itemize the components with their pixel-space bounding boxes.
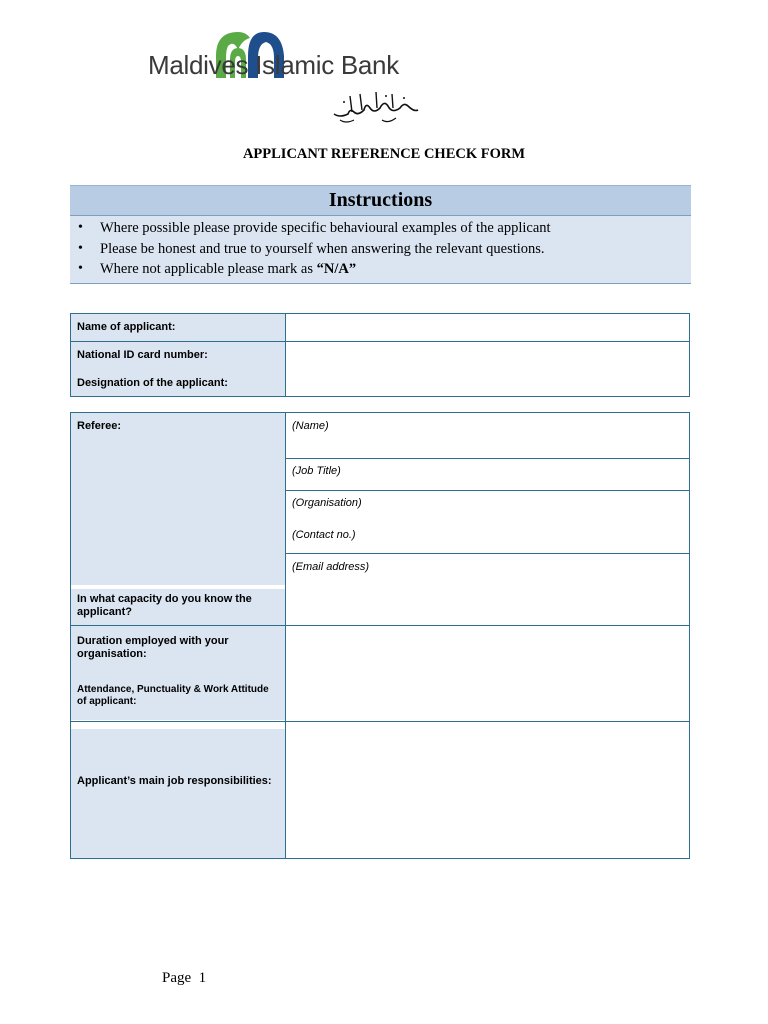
attendance-field[interactable] (286, 675, 689, 721)
capacity-label: In what capacity do you know the applicant? (71, 589, 285, 625)
applicant-name-field[interactable] (286, 314, 689, 341)
referee-name-field[interactable] (286, 413, 689, 458)
instructions-heading: Instructions (70, 185, 691, 216)
name-of-applicant-label: Name of applicant: (71, 314, 285, 341)
national-id-field[interactable] (286, 342, 689, 369)
page-number: Page 1 (162, 970, 207, 986)
referee-job-title-hint: (Job Title) (292, 465, 341, 477)
referee-label: Referee: (71, 413, 285, 585)
referee-details-table (70, 412, 690, 859)
attendance-label: Attendance, Punctuality & Work Attitude of applicant: (71, 674, 285, 720)
responsibilities-label: Applicant’s main job responsibilities: (71, 729, 285, 858)
na-text: “N/A” (316, 261, 357, 277)
referee-contact-field[interactable] (286, 523, 689, 553)
referee-organisation-field[interactable] (286, 491, 689, 522)
responsibilities-field[interactable] (286, 722, 689, 858)
instruction-item: • Please be honest and true to yourself when answering the relevant questions. (70, 239, 691, 260)
referee-name-hint: (Name) (292, 420, 329, 432)
instructions-list (70, 216, 691, 283)
referee-job-title-field[interactable] (286, 459, 689, 490)
designation-field[interactable] (286, 370, 689, 396)
bismillah-calligraphy-icon (330, 88, 420, 126)
national-id-label: National ID card number: (71, 342, 285, 396)
instruction-item: • Where possible please provide specific behavioural examples of the applicant (70, 218, 691, 239)
duration-field[interactable] (286, 626, 689, 674)
bank-name: Maldives Islamic Bank (148, 50, 399, 80)
capacity-field[interactable] (286, 590, 689, 625)
referee-email-hint: (Email address) (292, 561, 370, 573)
form-title: APPLICANT REFERENCE CHECK FORM (242, 146, 526, 162)
instruction-item: • Where not applicable please mark as “N/A” (70, 259, 691, 280)
instructions-panel (70, 185, 691, 284)
designation-label: Designation of the applicant: (77, 377, 228, 389)
referee-contact-hint: (Contact no.) (292, 529, 356, 541)
referee-organisation-hint: (Organisation) (292, 497, 362, 509)
applicant-details-table (70, 313, 690, 397)
referee-email-field[interactable] (286, 554, 689, 589)
duration-label: Duration employed with your organisation: (71, 626, 285, 674)
